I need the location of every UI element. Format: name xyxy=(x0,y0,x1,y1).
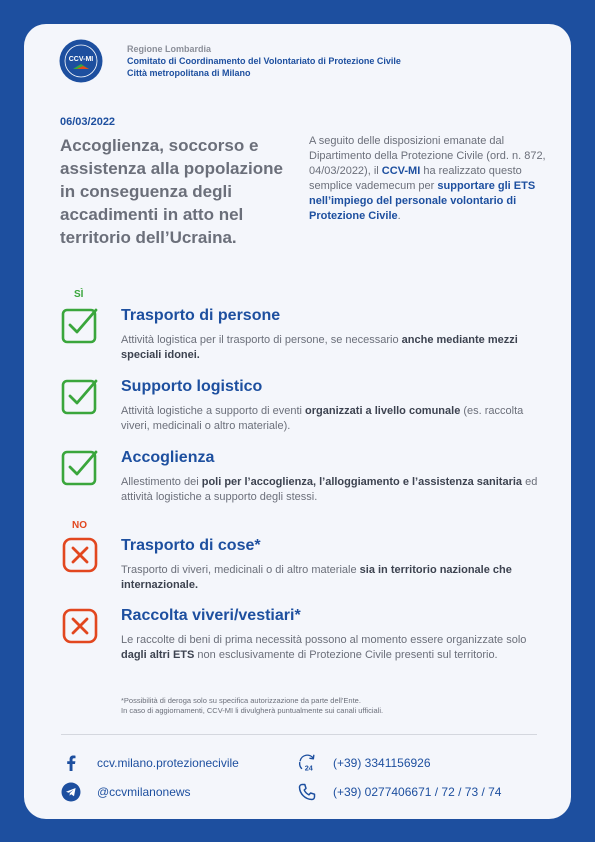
item-desc-text: non esclusivamente di Protezione Civile presenti sul territorio. xyxy=(194,649,498,661)
facebook-icon xyxy=(61,753,81,773)
footnote-line-1: *Possibilità di deroga solo su specifica autorizzazione da parte dell'Ente. xyxy=(121,696,361,705)
page-card xyxy=(24,24,571,819)
item-title-goods-transport: Trasporto di cose* xyxy=(121,537,261,554)
org-region: Regione Lombardia xyxy=(127,44,212,54)
intro-bold-2: supportare gli ETS nell’impiego del personale volontario di Protezione Civile xyxy=(309,180,536,222)
item-desc-text: Allestimento dei xyxy=(121,476,202,488)
document-title: Accoglienza, soccorso e assistenza alla popolazione in conseguenza degli accadimenti in atto nel territorio dell’Ucraina. xyxy=(60,136,283,247)
facebook-handle[interactable]: ccv.milano.protezionecivile xyxy=(97,756,239,770)
h24-label: 24 xyxy=(304,763,313,773)
phone-number[interactable]: (+39) 0277406671 / 72 / 73 / 74 xyxy=(333,785,502,799)
organization-block xyxy=(127,43,401,79)
item-desc-text: (es. raccolta viveri, medicinali o altro materiale). xyxy=(121,405,524,432)
item-title-reception: Accoglienza xyxy=(121,449,215,466)
item-desc-bold: organizzati a livello comunale xyxy=(305,405,461,417)
check-box-icon xyxy=(61,448,99,486)
item-desc-text: ed attività logistiche a supporto degli stessi. xyxy=(121,476,538,503)
item-title-food-clothing-collection: Raccolta viveri/vestiari* xyxy=(121,607,301,624)
allowed-label: SÌ xyxy=(74,289,84,300)
item-desc-text: Attività logistica per il trasporto di persone, se necessario xyxy=(121,334,402,346)
item-title-passenger-transport: Trasporto di persone xyxy=(121,307,281,324)
logo-text: CCV-MI xyxy=(68,56,94,63)
footnote xyxy=(121,696,383,716)
cross-box-icon xyxy=(61,607,99,645)
divider xyxy=(61,734,537,735)
item-desc-text: Le raccolte di beni di prima necessità possono al momento essere organizzate solo xyxy=(121,634,527,646)
item-desc-text: Attività logistiche a supporto di eventi xyxy=(121,405,306,417)
telegram-icon xyxy=(61,782,81,802)
contact-facebook[interactable] xyxy=(61,753,239,773)
ccv-mi-logo xyxy=(59,39,103,83)
org-city: Città metropolitana di Milano xyxy=(127,68,251,78)
check-box-icon xyxy=(61,306,99,344)
contact-phone-24h[interactable] xyxy=(297,753,431,773)
cross-box-icon xyxy=(61,536,99,574)
not-allowed-label: NO xyxy=(72,520,87,531)
item-desc-food-clothing-collection xyxy=(121,633,541,663)
item-desc-bold: dagli altri ETS xyxy=(121,649,195,661)
intro-paragraph xyxy=(309,134,549,224)
footnote-line-2: In caso di aggiornamenti, CCV-MI li divulgherà puntualmente sui canali ufficiali. xyxy=(121,706,384,715)
document-date: 06/03/2022 xyxy=(60,116,116,128)
phone-icon xyxy=(297,782,317,802)
item-desc-passenger-transport xyxy=(121,333,541,363)
contact-telegram[interactable] xyxy=(61,782,191,802)
intro-text-2: ha realizzato questo semplice vademecum per xyxy=(309,165,522,192)
header xyxy=(59,39,401,83)
item-desc-bold: anche mediante mezzi speciali idonei. xyxy=(121,334,518,361)
item-title-logistic-support: Supporto logistico xyxy=(121,378,263,395)
intro-text-3: . xyxy=(397,210,401,222)
telegram-handle[interactable]: @ccvmilanonews xyxy=(97,785,191,799)
item-desc-bold: sia in territorio nazionale che internazionale. xyxy=(121,564,512,591)
phone-24h-icon xyxy=(297,753,317,773)
item-desc-text: Trasporto di viveri, medicinali o di altro materiale xyxy=(121,564,360,576)
item-desc-goods-transport xyxy=(121,563,541,593)
intro-bold-1: CCV-MI xyxy=(381,165,421,177)
intro-text-1: A seguito delle disposizioni emanate dal Dipartimento della Protezione Civile (ord. n. 872, 04/03/2022), il xyxy=(309,135,546,177)
check-box-icon xyxy=(61,377,99,415)
item-desc-reception xyxy=(121,475,541,505)
item-desc-bold: poli per l’accoglienza, l’alloggiamento e l’assistenza sanitaria xyxy=(201,476,523,488)
org-committee: Comitato di Coordinamento del Volontariato di Protezione Civile xyxy=(127,56,401,66)
phone-24h-number[interactable]: (+39) 3341156926 xyxy=(333,756,431,770)
contact-phone[interactable] xyxy=(297,782,501,802)
item-desc-logistic-support xyxy=(121,404,541,434)
